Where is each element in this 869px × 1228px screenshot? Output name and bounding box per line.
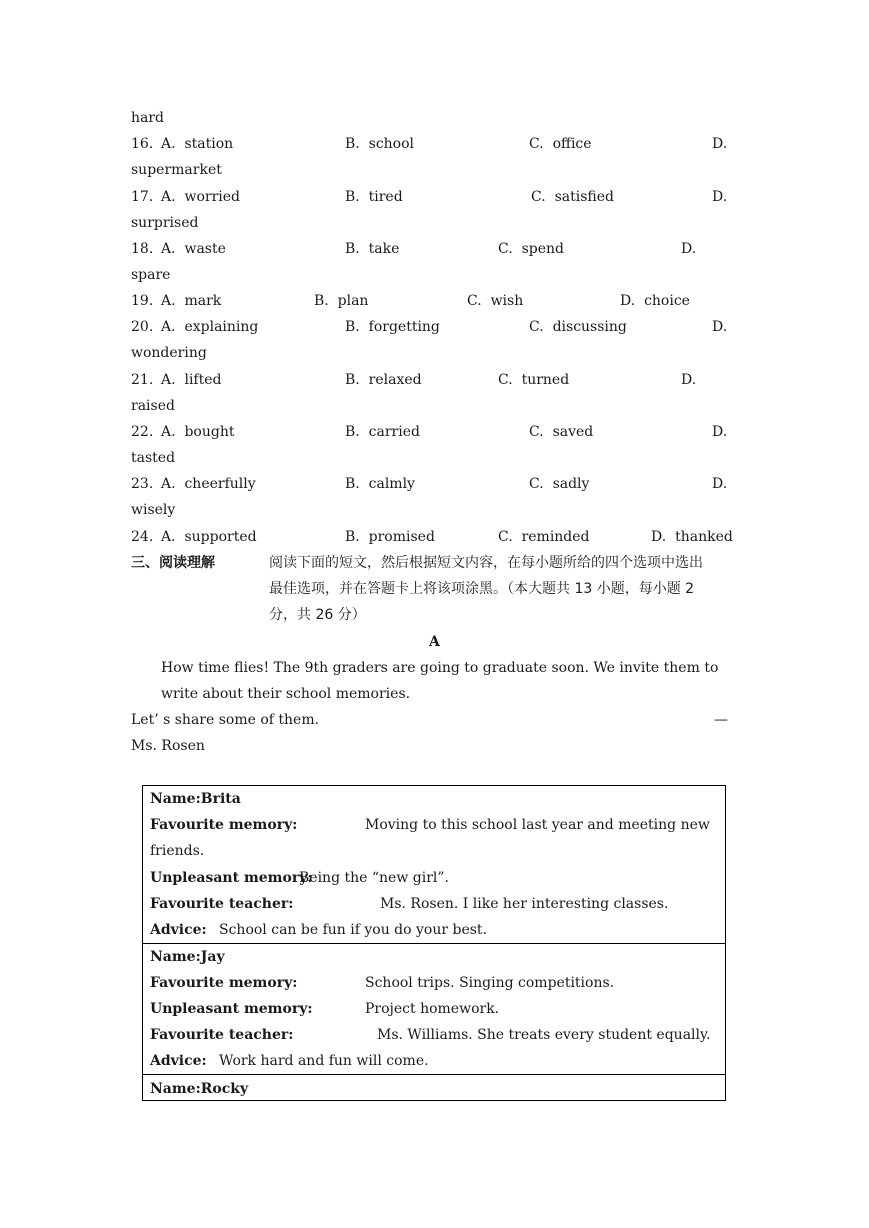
field-value: Being the “new girl”. xyxy=(299,870,449,886)
field-value: Moving to this school last year and meeting new xyxy=(365,817,710,833)
option-c: C. turned xyxy=(498,372,570,388)
field-value: Project homework. xyxy=(365,1001,500,1017)
option-b: B. calmly xyxy=(345,476,415,492)
option-c: C. sadly xyxy=(529,476,590,492)
option-b: B. carried xyxy=(345,424,420,440)
option-c: C. discussing xyxy=(529,319,627,335)
field-label: Unpleasant memory: xyxy=(150,870,313,886)
field-label: Unpleasant memory: xyxy=(150,1001,313,1017)
option-a: A. mark xyxy=(161,293,222,309)
option-a: A. supported xyxy=(161,529,257,545)
section-instructions-line: 分，共 26 分） xyxy=(269,607,366,623)
continuation-text: hard xyxy=(131,110,165,126)
passage-signature: Ms. Rosen xyxy=(131,738,205,754)
option-d-text: wisely xyxy=(131,502,176,518)
option-a: A. station xyxy=(161,136,234,152)
option-c: C. satisfied xyxy=(531,189,614,205)
field-label: Advice: xyxy=(150,1053,207,1069)
option-a: A. waste xyxy=(161,241,226,257)
option-a: A. worried xyxy=(161,189,240,205)
field-value: friends. xyxy=(150,843,205,859)
option-c: C. office xyxy=(529,136,592,152)
option-b: B. promised xyxy=(345,529,435,545)
option-d: D. xyxy=(681,372,697,388)
option-d: D. xyxy=(712,136,728,152)
field-label: Favourite teacher: xyxy=(150,896,294,912)
option-d: D. xyxy=(712,189,728,205)
question-number: 18. xyxy=(131,241,154,257)
field-label: Advice: xyxy=(150,922,207,938)
passage-label: A xyxy=(429,634,440,650)
question-number: 19. xyxy=(131,293,154,309)
option-c: C. reminded xyxy=(498,529,590,545)
option-d-text: supermarket xyxy=(131,162,222,178)
question-number: 16. xyxy=(131,136,154,152)
option-b: B. relaxed xyxy=(345,372,422,388)
signature-dash: — xyxy=(714,712,728,728)
section-title: 三、阅读理解 xyxy=(131,555,215,571)
section-instructions-line: 最佳选项，并在答题卡上将该项涂黑。（本大题共 13 小题，每小题 2 xyxy=(269,581,695,597)
option-d-text: wondering xyxy=(131,345,207,361)
option-c: C. spend xyxy=(498,241,564,257)
option-d-text: raised xyxy=(131,398,175,414)
field-label: Favourite teacher: xyxy=(150,1027,294,1043)
option-d: D. xyxy=(712,476,728,492)
option-a: A. bought xyxy=(161,424,235,440)
question-number: 22. xyxy=(131,424,154,440)
option-d: D. choice xyxy=(620,293,690,309)
option-d-text: spare xyxy=(131,267,171,283)
question-number: 24. xyxy=(131,529,154,545)
passage-text: How time flies! The 9th graders are going to graduate soon. We invite them to xyxy=(161,660,719,676)
field-value: Work hard and fun will come. xyxy=(219,1053,429,1069)
option-a: A. explaining xyxy=(161,319,259,335)
option-d: D. thanked xyxy=(651,529,733,545)
question-number: 20. xyxy=(131,319,154,335)
option-b: B. tired xyxy=(345,189,403,205)
option-d-text: surprised xyxy=(131,215,199,231)
question-number: 21. xyxy=(131,372,154,388)
field-label: Favourite memory: xyxy=(150,817,298,833)
option-a: A. cheerfully xyxy=(161,476,256,492)
option-a: A. lifted xyxy=(161,372,222,388)
student-name: Name:Rocky xyxy=(150,1081,249,1097)
option-b: B. school xyxy=(345,136,415,152)
section-instructions-line: 阅读下面的短文，然后根据短文内容，在每小题所给的四个选项中选出 xyxy=(269,555,703,571)
passage-text: Let’ s share some of them. xyxy=(131,712,320,728)
student-name: Name:Brita xyxy=(150,791,241,807)
option-d: D. xyxy=(712,319,728,335)
option-c: C. wish xyxy=(467,293,524,309)
option-c: C. saved xyxy=(529,424,594,440)
field-value: School trips. Singing competitions. xyxy=(365,975,615,991)
option-b: B. plan xyxy=(314,293,369,309)
question-number: 23. xyxy=(131,476,154,492)
option-d: D. xyxy=(712,424,728,440)
field-value: School can be fun if you do your best. xyxy=(219,922,488,938)
passage-text: write about their school memories. xyxy=(161,686,411,702)
field-value: Ms. Rosen. I like her interesting classes. xyxy=(380,896,669,912)
question-number: 17. xyxy=(131,189,154,205)
student-name: Name:Jay xyxy=(150,949,225,965)
option-b: B. take xyxy=(345,241,400,257)
table-divider xyxy=(142,943,726,944)
table-divider xyxy=(142,1074,726,1075)
field-label: Favourite memory: xyxy=(150,975,298,991)
option-d: D. xyxy=(681,241,697,257)
option-d-text: tasted xyxy=(131,450,176,466)
option-b: B. forgetting xyxy=(345,319,440,335)
field-value: Ms. Williams. She treats every student equally. xyxy=(377,1027,711,1043)
